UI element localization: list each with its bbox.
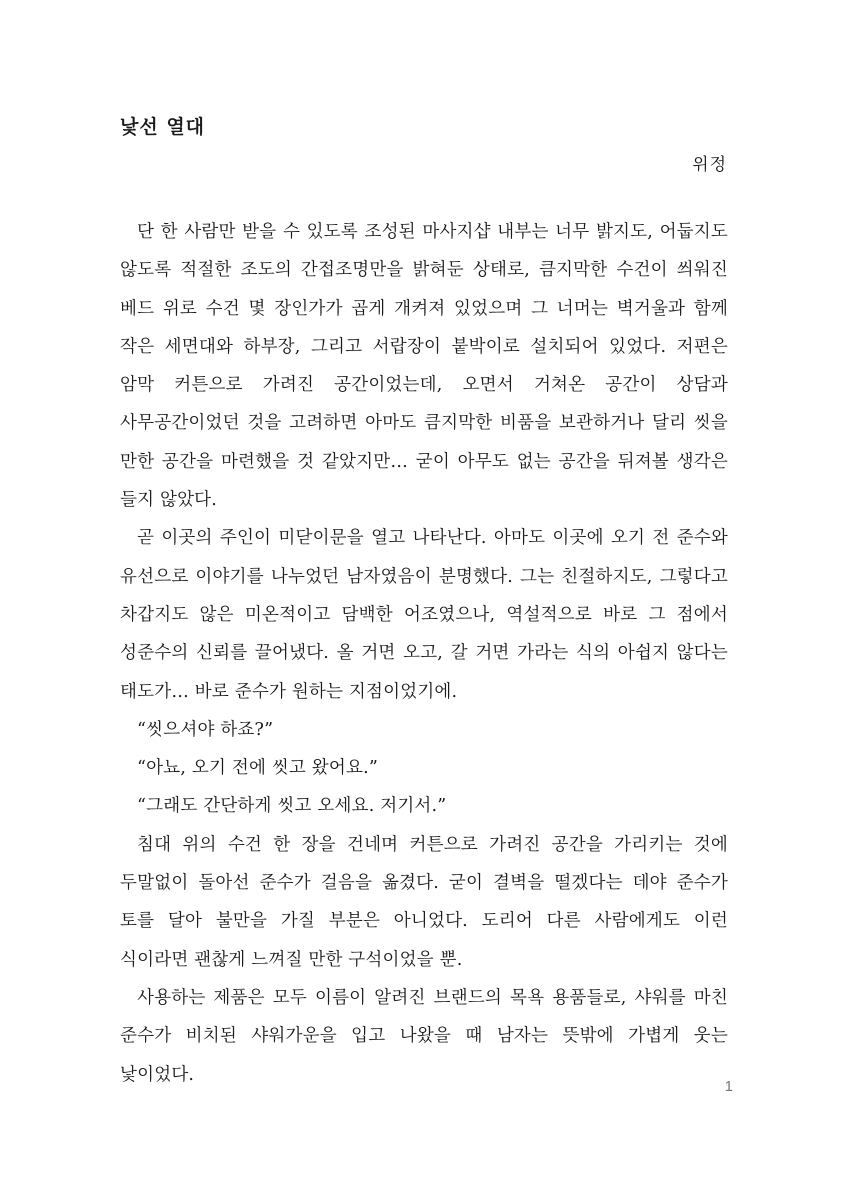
paragraph-4: 사용하는 제품은 모두 이름이 알려진 브랜드의 목욕 용품들로, 샤워를 마친 준수가 비치된 샤워가운을 입고 나왔을 때 남자는 뜻밖에 가볍게 웃는 낯이었다. <box>120 987 728 1085</box>
dialogue-line-2: “아뇨, 오기 전에 씻고 왔어요.” <box>137 758 379 779</box>
paragraph-1: 단 한 사람만 받을 수 있도록 조성된 마사지샵 내부는 너무 밝지도, 어둡지도 않도록 적절한 조도의 간접조명만을 밝혀둔 상태로, 큼지막한 수건이 씌워진 베드 위로 수건 몇 장인가가 곱게 개켜져 있었으며 그 너머는 벽거울과 함께 작은 세면대와 하부장, 그리고 서랍장이 붙박이로 설치되어 있었다. 저편은 암막 커튼으로 가려진 공간이었는데, 오면서 거쳐온 공간이 상담과 사무공간이었던 것을 고려하면 아마도 큼지막한 비품을 보관하거나 달리 씻을 만한 공간을 마련했을 것 같았지만… 굳이 아무도 없는 공간을 뒤져볼 생각은 들지 않았다. <box>120 222 728 511</box>
dialogue-line-3: “그래도 간단하게 씻고 오세요. 저기서.” <box>137 796 447 817</box>
author-name: 위정 <box>692 155 727 175</box>
document-title: 낯선 열대 <box>120 116 206 138</box>
page-number: 1 <box>724 1078 733 1095</box>
paragraph-3: 침대 위의 수건 한 장을 건네며 커튼으로 가려진 공간을 가리키는 것에 두말없이 돌아선 준수가 걸음을 옮겼다. 굳이 결벽을 떨겠다는 데야 준수가 토를 달아 불만을 가질 부분은 아니었다. 도리어 다른 사람에게도 이런 식이라면 괜찮게 느껴질 만한 구석이었을 뿐. <box>120 834 728 970</box>
document-body <box>120 213 728 1094</box>
dialogue-line-1: “씻으셔야 하죠?” <box>137 719 274 740</box>
paragraph-2: 곧 이곳의 주인이 미닫이문을 열고 나타난다. 아마도 이곳에 오기 전 준수와 유선으로 이야기를 나누었던 남자였음이 분명했다. 그는 친절하지도, 그렇다고 차갑지도 않은 미온적이고 담백한 어조였으나, 역설적으로 바로 그 점에서 성준수의 신뢰를 끌어냈다. 올 거면 오고, 갈 거면 가라는 식의 아쉽지 않다는 태도가… 바로 준수가 원하는 지점이었기에. <box>120 528 728 702</box>
